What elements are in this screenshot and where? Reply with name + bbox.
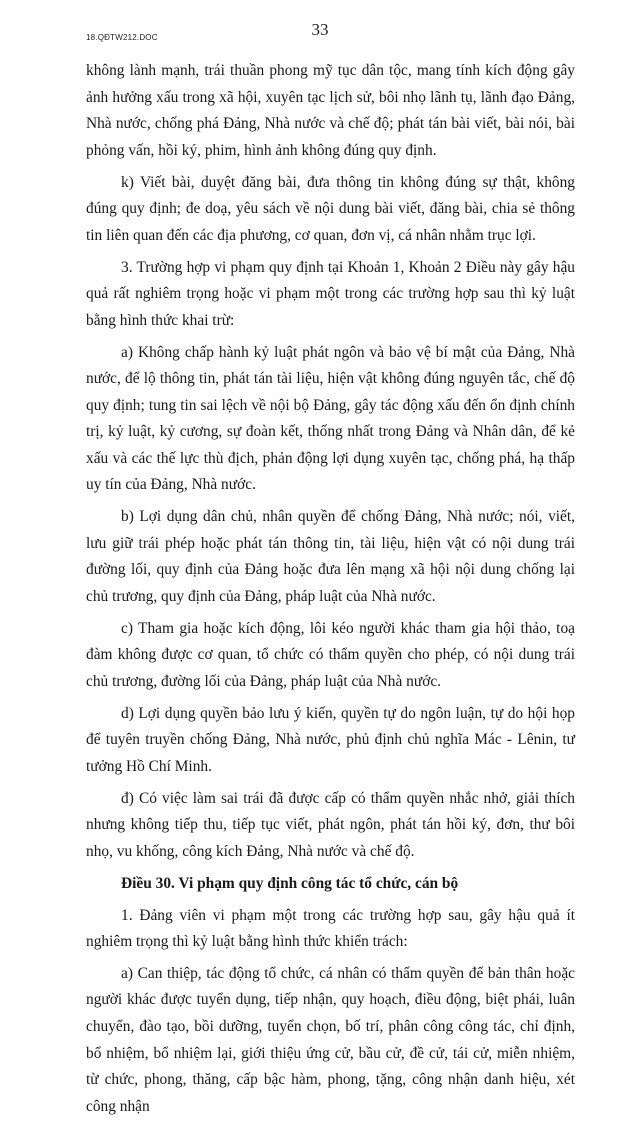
paragraph-continuation: không lành mạnh, trái thuần phong mỹ tục dân tộc, mang tính kích động gây ảnh hưởng xấu trong xã hội, xuyên tạc lịch sử, bôi nhọ lãnh tụ, lãnh đạo Đảng, Nhà nước, chống phá Đảng, Nhà nước và chế độ; phát tán bài viết, bài nói, bài phỏng vấn, hồi ký, phim, hình ảnh không đúng quy định.: [86, 62, 575, 159]
paragraph-clause-k: k) Viết bài, duyệt đăng bài, đưa thông tin không đúng sự thật, không đúng quy định; đe doạ, yêu sách về nội dung bài viết, đăng bài, chia sẻ thông tin liên quan đến các địa phương, cơ quan, đơn vị, cá nhân nhằm trục lợi.: [86, 173, 575, 244]
paragraph-clause-c: c) Tham gia hoặc kích động, lôi kéo người khác tham gia hội thảo, toạ đàm không được cơ quan, tổ chức có thẩm quyền cho phép, có nội dung trái chủ trương, đường lối của Đảng, pháp luật của Nhà nước.: [86, 619, 575, 690]
document-code: 18.QĐTW212.DOC: [86, 33, 158, 42]
page-number: 33: [311, 20, 329, 39]
paragraph-article-30-clause-a: a) Can thiệp, tác động tổ chức, cá nhân có thẩm quyền để bản thân hoặc người khác được tuyển dụng, tiếp nhận, quy hoạch, điều động, biệt phái, luân chuyển, đào tạo, bồi dưỡng, tuyển chọn, bố trí, phân công công tác, chỉ định, bổ nhiệm, bổ nhiệm lại, giới thiệu ứng cử, bầu cử, đề cử, tái cử, miễn nhiệm, từ chức, phong, thăng, cấp bậc hàm, phong, tặng, công nhận danh hiệu, xét công nhận: [86, 964, 575, 1115]
paragraph-clause-d: d) Lợi dụng quyền bảo lưu ý kiến, quyền tự do ngôn luận, tự do hội họp để tuyên truyền chống Đảng, Nhà nước, phủ định chủ nghĩa Mác - Lênin, tư tưởng Hồ Chí Minh.: [86, 704, 575, 775]
paragraph-clause-3: 3. Trường hợp vi phạm quy định tại Khoản 1, Khoản 2 Điều này gây hậu quả rất nghiêm trọng hoặc vi phạm một trong các trường hợp sau thì kỷ luật bằng hình thức khai trừ:: [86, 258, 575, 329]
paragraph-article-30-clause-1: 1. Đảng viên vi phạm một trong các trường hợp sau, gây hậu quả ít nghiêm trọng thì kỷ luật bằng hình thức khiển trách:: [86, 906, 575, 951]
paragraph-clause-a: a) Không chấp hành kỷ luật phát ngôn và bảo vệ bí mật của Đảng, Nhà nước, để lộ thông tin, phát tán tài liệu, hiện vật không đúng nguyên tắc, chế độ quy định; tung tin sai lệch về nội bộ Đảng, gây tác động xấu đến ổn định chính trị, kỷ luật, kỷ cương, sự đoàn kết, thống nhất trong Đảng và Nhân dân, để kẻ xấu và các thế lực thù địch, phản động lợi dụng xuyên tạc, chống phá, hạ thấp uy tín của Đảng, Nhà nước.: [86, 343, 575, 494]
document-body: [86, 58, 575, 1126]
article-heading: Điều 30. Vi phạm quy định công tác tổ chức, cán bộ: [121, 874, 459, 892]
paragraph-clause-dd: đ) Có việc làm sai trái đã được cấp có thẩm quyền nhắc nhở, giải thích nhưng không tiếp thu, tiếp tục viết, phát ngôn, phát tán hồi ký, đơn, thư bôi nhọ, vu khống, công kích Đảng, Nhà nước và chế độ.: [86, 789, 575, 860]
paragraph-clause-b: b) Lợi dụng dân chủ, nhân quyền để chống Đảng, Nhà nước; nói, viết, lưu giữ trái phép hoặc phát tán thông tin, tài liệu, hiện vật có nội dung trái đường lối, quy định của Đảng hoặc đưa lên mạng xã hội nội dung chống lại chủ trương, quy định của Đảng, pháp luật của Nhà nước.: [86, 508, 575, 606]
